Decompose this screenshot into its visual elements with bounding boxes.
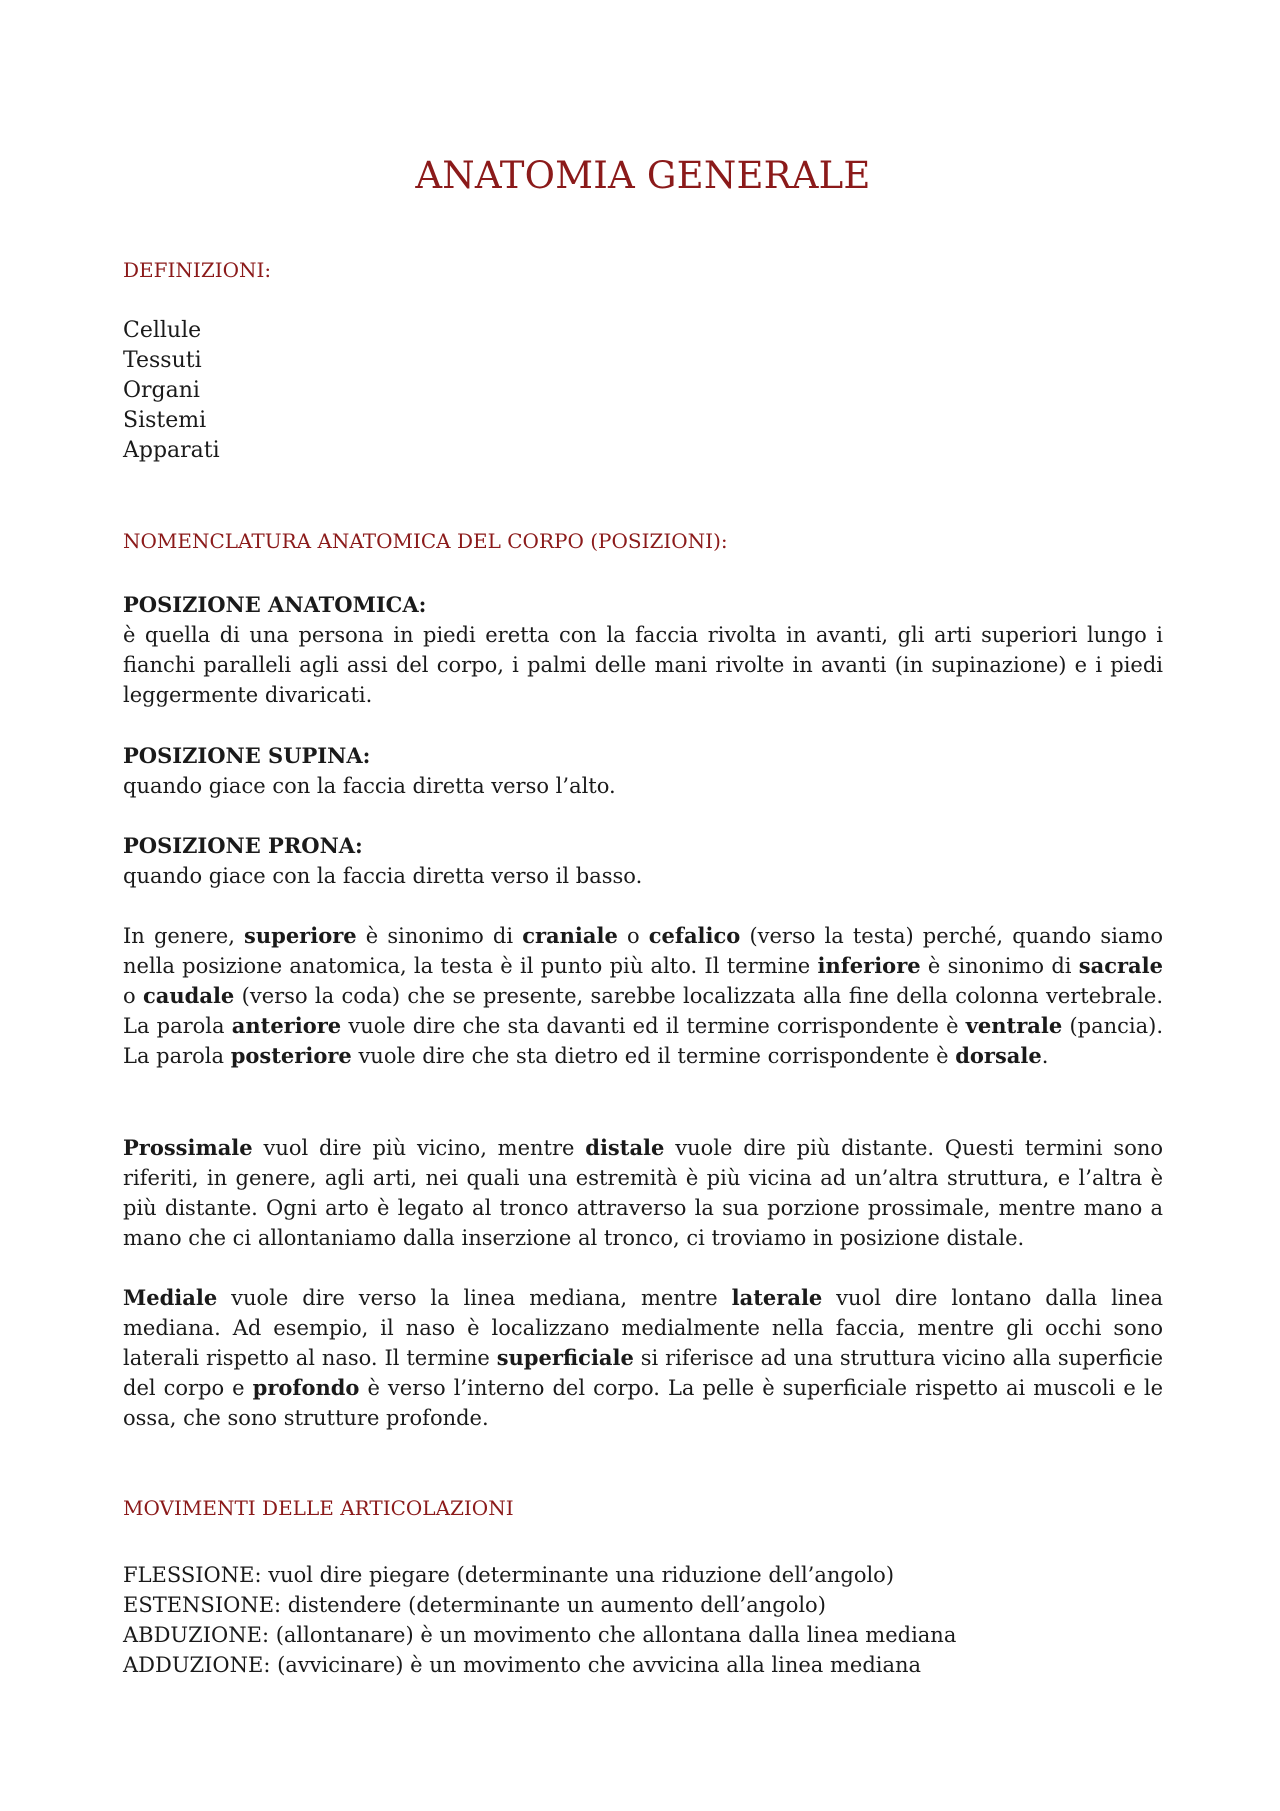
list-item: Organi [123, 378, 200, 403]
movements-list [123, 1560, 956, 1680]
list-item: Apparati [123, 438, 220, 463]
posizione-supina-block [123, 741, 1163, 801]
list-item: FLESSIONE: vuol dire piegare (determinante una riduzione dell’angolo) [123, 1563, 895, 1587]
definitions-list [123, 316, 220, 466]
list-item: ESTENSIONE: distendere (determinante un aumento dell’angolo) [123, 1593, 826, 1617]
posizione-supina-label: POSIZIONE SUPINA: [123, 743, 371, 768]
paragraph-text: Mediale vuole dire verso la linea mediana, mentre laterale vuol dire lontano dalla linea mediana. Ad esempio, il naso è localizzano medialmente nella faccia, mentre gli occhi sono laterali rispetto al naso. Il termine superficiale si riferisce ad una struttura vicino alla superficie del corpo e profondo è verso l’interno del corpo. La pelle è superficiale rispetto ai muscoli e le ossa, che sono strutture profonde. [123, 1285, 1164, 1430]
list-item: ABDUZIONE: (allontanare) è un movimento che allontana dalla linea mediana [123, 1623, 957, 1647]
list-item: Cellule [123, 318, 202, 343]
posizione-anatomica-text: è quella di una persona in piedi eretta con la faccia rivolta in avanti, gli arti superiori lungo i fianchi paralleli agli assi del corpo, i palmi delle mani rivolte in avanti (in supinazione) e i piedi leggermente divaricati. [123, 623, 1163, 707]
posizione-prona-text: quando giace con la faccia diretta verso il basso. [123, 864, 643, 888]
posizione-prona-block [123, 831, 1163, 891]
list-item: Sistemi [123, 408, 207, 433]
paragraph-directions [123, 921, 1163, 1071]
posizione-supina-text: quando giace con la faccia diretta verso l’alto. [123, 774, 616, 798]
list-item: Tessuti [123, 348, 202, 373]
posizione-anatomica-block [123, 590, 1163, 710]
paragraph-proximal-distal [123, 1133, 1163, 1253]
list-item: ADDUZIONE: (avvicinare) è un movimento che avvicina alla linea mediana [123, 1653, 922, 1677]
posizione-anatomica-label: POSIZIONE ANATOMICA: [123, 592, 427, 617]
paragraph-text: In genere, superiore è sinonimo di craniale o cefalico (verso la testa) perché, quando siamo nella posizione anatomica, la testa è il punto più alto. Il termine inferiore è sinonimo di sacrale o caudale (verso la coda) che se presente, sarebbe localizzata alla fine della colonna vertebrale. La parola anteriore vuole dire che sta davanti ed il termine corrispondente è ventrale (pancia). La parola posteriore vuole dire che sta dietro ed il termine corrispondente è dorsale. [123, 923, 1164, 1068]
paragraph-medial-lateral [123, 1283, 1163, 1433]
nomenclature-heading: NOMENCLATURA ANATOMICA DEL CORPO (POSIZIONI): [123, 529, 728, 553]
posizione-prona-label: POSIZIONE PRONA: [123, 833, 363, 858]
paragraph-text: Prossimale vuol dire più vicino, mentre distale vuole dire più distante. Questi termini sono riferiti, in genere, agli arti, nei quali una estremità è più vicina ad un’altra struttura, e l’altra è più distante. Ogni arto è legato al tronco attraverso la sua porzione prossimale, mentre mano a mano che ci allontaniamo dalla inserzione al tronco, ci troviamo in posizione distale. [123, 1135, 1164, 1250]
page-title: ANATOMIA GENERALE [415, 154, 871, 197]
definitions-heading: DEFINIZIONI: [123, 258, 272, 282]
movements-heading: MOVIMENTI DELLE ARTICOLAZIONI [123, 1496, 514, 1520]
